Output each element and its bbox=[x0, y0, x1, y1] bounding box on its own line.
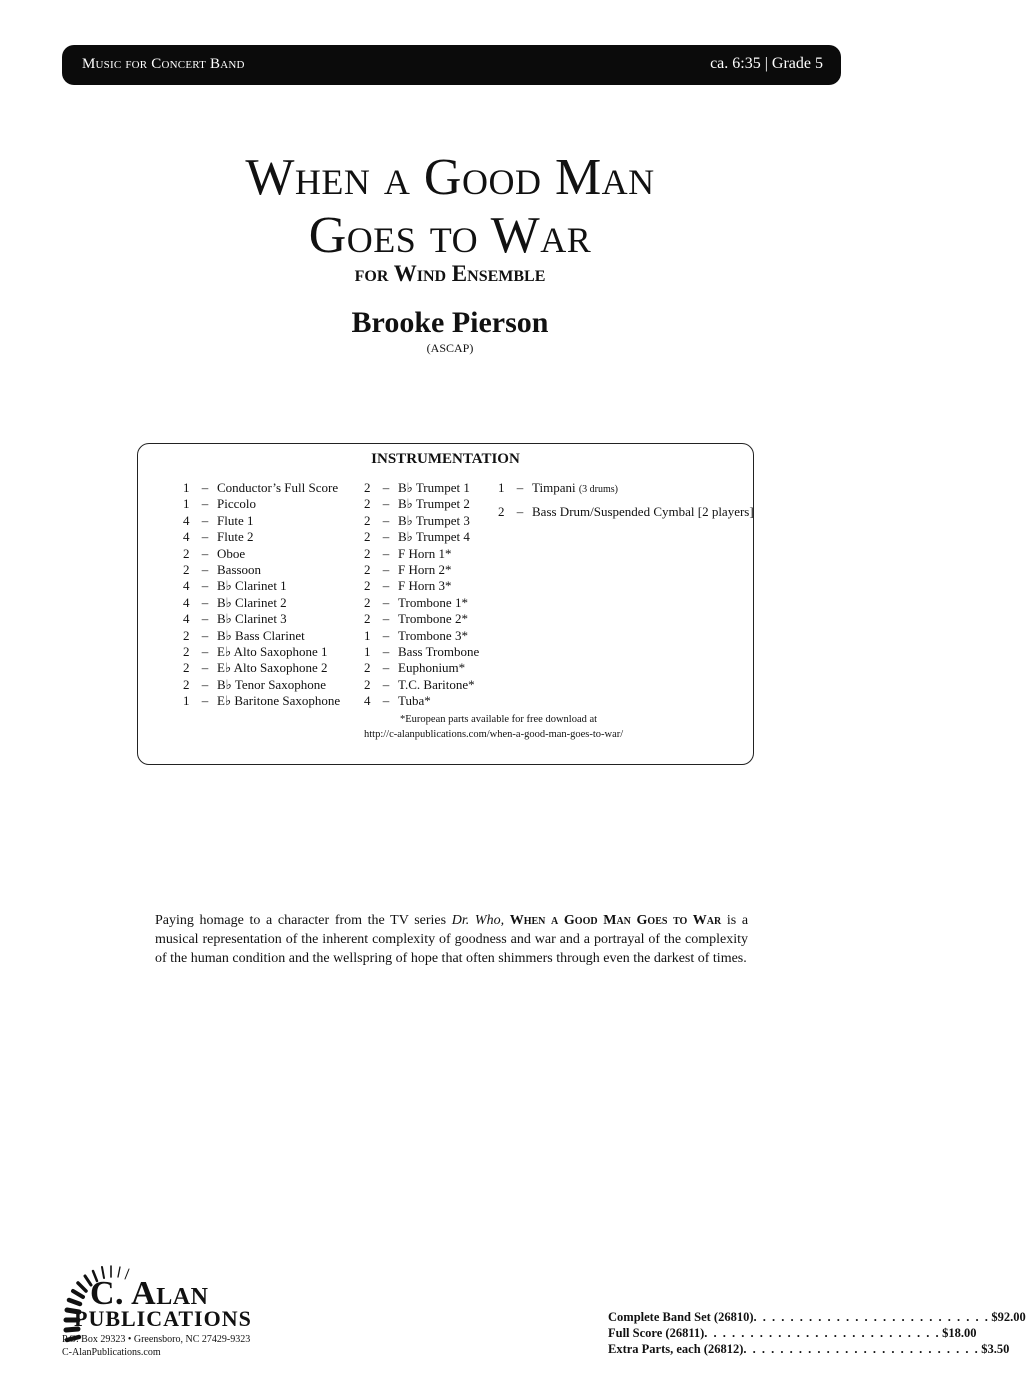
description-prefix: Paying homage to a character from the TV series bbox=[155, 913, 452, 928]
instrument-name: E♭ Baritone Saxophone bbox=[217, 693, 341, 709]
separator-dash: – bbox=[201, 676, 209, 692]
separator-dash: – bbox=[201, 627, 209, 643]
instrument-name: F Horn 2* bbox=[398, 561, 452, 577]
separator-dash: – bbox=[201, 660, 209, 676]
separator-dash: – bbox=[382, 529, 390, 545]
instrument-row bbox=[364, 611, 479, 627]
instrument-name: Bassoon bbox=[217, 561, 262, 577]
title-line-1: When a Good Man bbox=[245, 149, 655, 206]
separator-dash: – bbox=[201, 578, 209, 594]
instrument-row bbox=[183, 578, 340, 594]
publisher-name: C. Alan bbox=[90, 1275, 209, 1312]
instrument-row bbox=[183, 546, 340, 562]
instrument-row bbox=[183, 480, 340, 496]
duration-grade: ca. 6:35 | Grade 5 bbox=[710, 55, 823, 72]
separator-dash: – bbox=[201, 480, 209, 495]
instrument-name: F Horn 3* bbox=[398, 578, 452, 594]
header-bar bbox=[62, 45, 841, 85]
separator-dash: – bbox=[382, 561, 390, 577]
instrument-quantity: 2 bbox=[364, 611, 371, 627]
instrument-name: Euphonium* bbox=[398, 660, 466, 676]
instrument-row bbox=[364, 546, 479, 562]
instrument-quantity: 2 bbox=[364, 676, 371, 692]
price-row bbox=[608, 1309, 1026, 1325]
instrument-row bbox=[364, 693, 479, 709]
instrument-row bbox=[364, 595, 479, 611]
publisher-address: P.O. Box 29323 • Greensboro, NC 27429-9323 bbox=[62, 1334, 251, 1345]
separator-dash: – bbox=[201, 512, 209, 528]
instrument-name: B♭ Tenor Saxophone bbox=[217, 676, 326, 692]
separator-dash: – bbox=[382, 676, 390, 692]
instrument-name: E♭ Alto Saxophone 2 bbox=[217, 660, 328, 676]
separator-dash: – bbox=[382, 578, 390, 594]
dot-leader: . . . . . . . . . . . . . . . . . . . . . . . . . . bbox=[743, 1342, 980, 1356]
price-row bbox=[608, 1341, 1010, 1357]
instrument-quantity: 4 bbox=[183, 594, 190, 610]
instrument-row bbox=[183, 611, 340, 627]
instrument-quantity: 4 bbox=[183, 529, 190, 545]
separator-dash: – bbox=[382, 627, 390, 643]
separator-dash: – bbox=[516, 504, 524, 519]
instrument-quantity: 1 bbox=[183, 496, 190, 512]
instrument-name: Flute 2 bbox=[217, 529, 254, 545]
separator-dash: – bbox=[201, 643, 209, 659]
subtitle: for Wind Ensemble bbox=[354, 261, 546, 286]
composer-name: Brooke Pierson bbox=[351, 306, 549, 339]
instrument-name: Trombone 1* bbox=[398, 594, 468, 610]
dot-leader: . . . . . . . . . . . . . . . . . . . . . . . . . . bbox=[704, 1326, 941, 1340]
instrument-row bbox=[183, 628, 340, 644]
instrument-quantity: 2 bbox=[183, 545, 190, 561]
separator-dash: – bbox=[201, 561, 209, 577]
instrument-quantity: 2 bbox=[364, 578, 371, 594]
instrument-row bbox=[183, 660, 340, 676]
separator-dash: – bbox=[382, 660, 390, 676]
separator-dash: – bbox=[382, 611, 390, 627]
instrument-name: B♭ Trumpet 3 bbox=[398, 512, 470, 528]
instrument-name: B♭ Clarinet 1 bbox=[217, 578, 287, 594]
instrument-quantity: 2 bbox=[364, 512, 371, 528]
separator-dash: – bbox=[382, 693, 390, 709]
instrument-row bbox=[364, 660, 479, 676]
instrument-name: Conductor’s Full Score bbox=[217, 480, 339, 495]
instrument-row bbox=[364, 480, 479, 496]
instrument-row bbox=[364, 644, 479, 660]
instrument-name: B♭ Bass Clarinet bbox=[217, 627, 305, 643]
instrument-column-2 bbox=[364, 480, 479, 709]
publisher-address-block bbox=[62, 1333, 250, 1359]
composer-affiliation: (ASCAP) bbox=[426, 341, 474, 355]
separator-dash: – bbox=[382, 512, 390, 528]
separator-dash: – bbox=[201, 496, 209, 512]
instrument-quantity: 2 bbox=[364, 660, 371, 676]
instrument-row bbox=[183, 529, 340, 545]
separator-dash: – bbox=[201, 545, 209, 561]
separator-dash: – bbox=[382, 480, 390, 495]
instrument-name: B♭ Trumpet 2 bbox=[398, 496, 470, 512]
instrument-name: F Horn 1* bbox=[398, 545, 452, 561]
instrument-name: Bass Trombone bbox=[398, 643, 480, 659]
instrumentation-heading: INSTRUMENTATION bbox=[371, 451, 520, 467]
instrument-row bbox=[364, 677, 479, 693]
instrument-row bbox=[498, 504, 754, 528]
instrument-quantity: 2 bbox=[364, 594, 371, 610]
instrument-column-1 bbox=[183, 480, 340, 709]
instrument-row bbox=[183, 644, 340, 660]
instrument-row bbox=[183, 693, 340, 709]
instrument-name: Bass Drum/Suspended Cymbal [2 players] bbox=[532, 504, 754, 519]
footnote-line-1: *European parts available for free download at bbox=[400, 714, 598, 725]
price-amount: $92.00 bbox=[991, 1310, 1026, 1324]
description-paragraph bbox=[155, 911, 748, 968]
instrument-column-3 bbox=[498, 480, 754, 528]
instrument-quantity: 1 bbox=[183, 480, 190, 495]
instrument-quantity: 1 bbox=[183, 693, 190, 709]
instrument-name: Oboe bbox=[217, 545, 246, 561]
instrument-quantity: 2 bbox=[364, 545, 371, 561]
instrument-quantity: 1 bbox=[364, 627, 371, 643]
instrument-quantity: 2 bbox=[498, 504, 505, 519]
instrument-row bbox=[364, 529, 479, 545]
instrument-row bbox=[183, 562, 340, 578]
instrument-name: Trombone 2* bbox=[398, 611, 468, 627]
instrument-quantity: 2 bbox=[364, 529, 371, 545]
publisher-website[interactable]: C-AlanPublications.com bbox=[62, 1347, 161, 1358]
price-list bbox=[608, 1309, 1026, 1357]
separator-dash: – bbox=[201, 529, 209, 545]
instrument-row bbox=[183, 677, 340, 693]
price-label: Complete Band Set (26810) bbox=[608, 1310, 754, 1324]
instrument-row bbox=[364, 628, 479, 644]
series-label: Music for Concert Band bbox=[82, 56, 245, 72]
instrument-quantity: 2 bbox=[364, 561, 371, 577]
separator-dash: – bbox=[201, 594, 209, 610]
instrument-name: Piccolo bbox=[217, 496, 256, 512]
separator-dash: – bbox=[516, 480, 524, 495]
price-label: Extra Parts, each (26812) bbox=[608, 1342, 744, 1356]
instrument-row bbox=[364, 578, 479, 594]
instrument-name: B♭ Clarinet 3 bbox=[217, 611, 287, 627]
show-name: Dr. Who, bbox=[451, 913, 505, 928]
instrument-row bbox=[364, 562, 479, 578]
instrument-quantity: 2 bbox=[183, 643, 190, 659]
work-title-ref: When a Good Man Goes to War bbox=[509, 913, 722, 928]
instrument-name: B♭ Trumpet 4 bbox=[398, 529, 470, 545]
instrument-name: T.C. Baritone* bbox=[398, 676, 475, 692]
instrumentation-box bbox=[137, 443, 754, 765]
instrument-name: Flute 1 bbox=[217, 512, 254, 528]
instrument-quantity: 4 bbox=[183, 512, 190, 528]
separator-dash: – bbox=[382, 496, 390, 512]
publisher-subname: PUBLICATIONS bbox=[74, 1306, 252, 1331]
instrument-row bbox=[183, 513, 340, 529]
instrument-row bbox=[364, 513, 479, 529]
instrument-note: (3 drums) bbox=[578, 484, 619, 495]
price-amount: $3.50 bbox=[981, 1342, 1010, 1356]
instrument-name: Tuba* bbox=[398, 693, 431, 709]
separator-dash: – bbox=[201, 693, 209, 709]
instrument-name: B♭ Clarinet 2 bbox=[217, 594, 287, 610]
download-link[interactable]: http://c-alanpublications.com/when-a-good-man-goes-to-war/ bbox=[364, 729, 624, 740]
separator-dash: – bbox=[382, 545, 390, 561]
instrument-name: Trombone 3* bbox=[398, 627, 468, 643]
instrument-quantity: 4 bbox=[364, 693, 371, 709]
instrument-row bbox=[183, 595, 340, 611]
dot-leader: . . . . . . . . . . . . . . . . . . . . . . . . . . bbox=[753, 1310, 990, 1324]
separator-dash: – bbox=[382, 594, 390, 610]
title-line-2: Goes to War bbox=[308, 207, 592, 264]
instrument-row bbox=[183, 496, 340, 512]
instrument-quantity: 2 bbox=[364, 496, 371, 512]
instrument-quantity: 2 bbox=[364, 480, 371, 495]
instrument-quantity: 2 bbox=[183, 676, 190, 692]
instrument-quantity: 2 bbox=[183, 627, 190, 643]
price-amount: $18.00 bbox=[942, 1326, 977, 1340]
european-parts-note bbox=[364, 712, 623, 742]
instrument-name: Timpani bbox=[532, 480, 576, 495]
price-label: Full Score (26811) bbox=[608, 1326, 705, 1340]
instrument-quantity: 4 bbox=[183, 611, 190, 627]
instrument-quantity: 2 bbox=[183, 660, 190, 676]
instrument-quantity: 1 bbox=[364, 643, 371, 659]
instrument-name: E♭ Alto Saxophone 1 bbox=[217, 643, 328, 659]
separator-dash: – bbox=[382, 643, 390, 659]
separator-dash: – bbox=[201, 611, 209, 627]
description-suffix: is a musical representation of the inherent complexity of goodness and war and a portrayal of the complexity of the human condition and the wellspring of hope that often shimmers through even the darkest of times. bbox=[155, 913, 749, 966]
instrument-name: B♭ Trumpet 1 bbox=[398, 480, 470, 495]
instrument-row bbox=[364, 496, 479, 512]
instrument-quantity: 4 bbox=[183, 578, 190, 594]
instrument-quantity: 1 bbox=[498, 480, 505, 495]
price-row bbox=[608, 1325, 977, 1341]
instrument-row bbox=[498, 480, 754, 504]
instrument-quantity: 2 bbox=[183, 561, 190, 577]
